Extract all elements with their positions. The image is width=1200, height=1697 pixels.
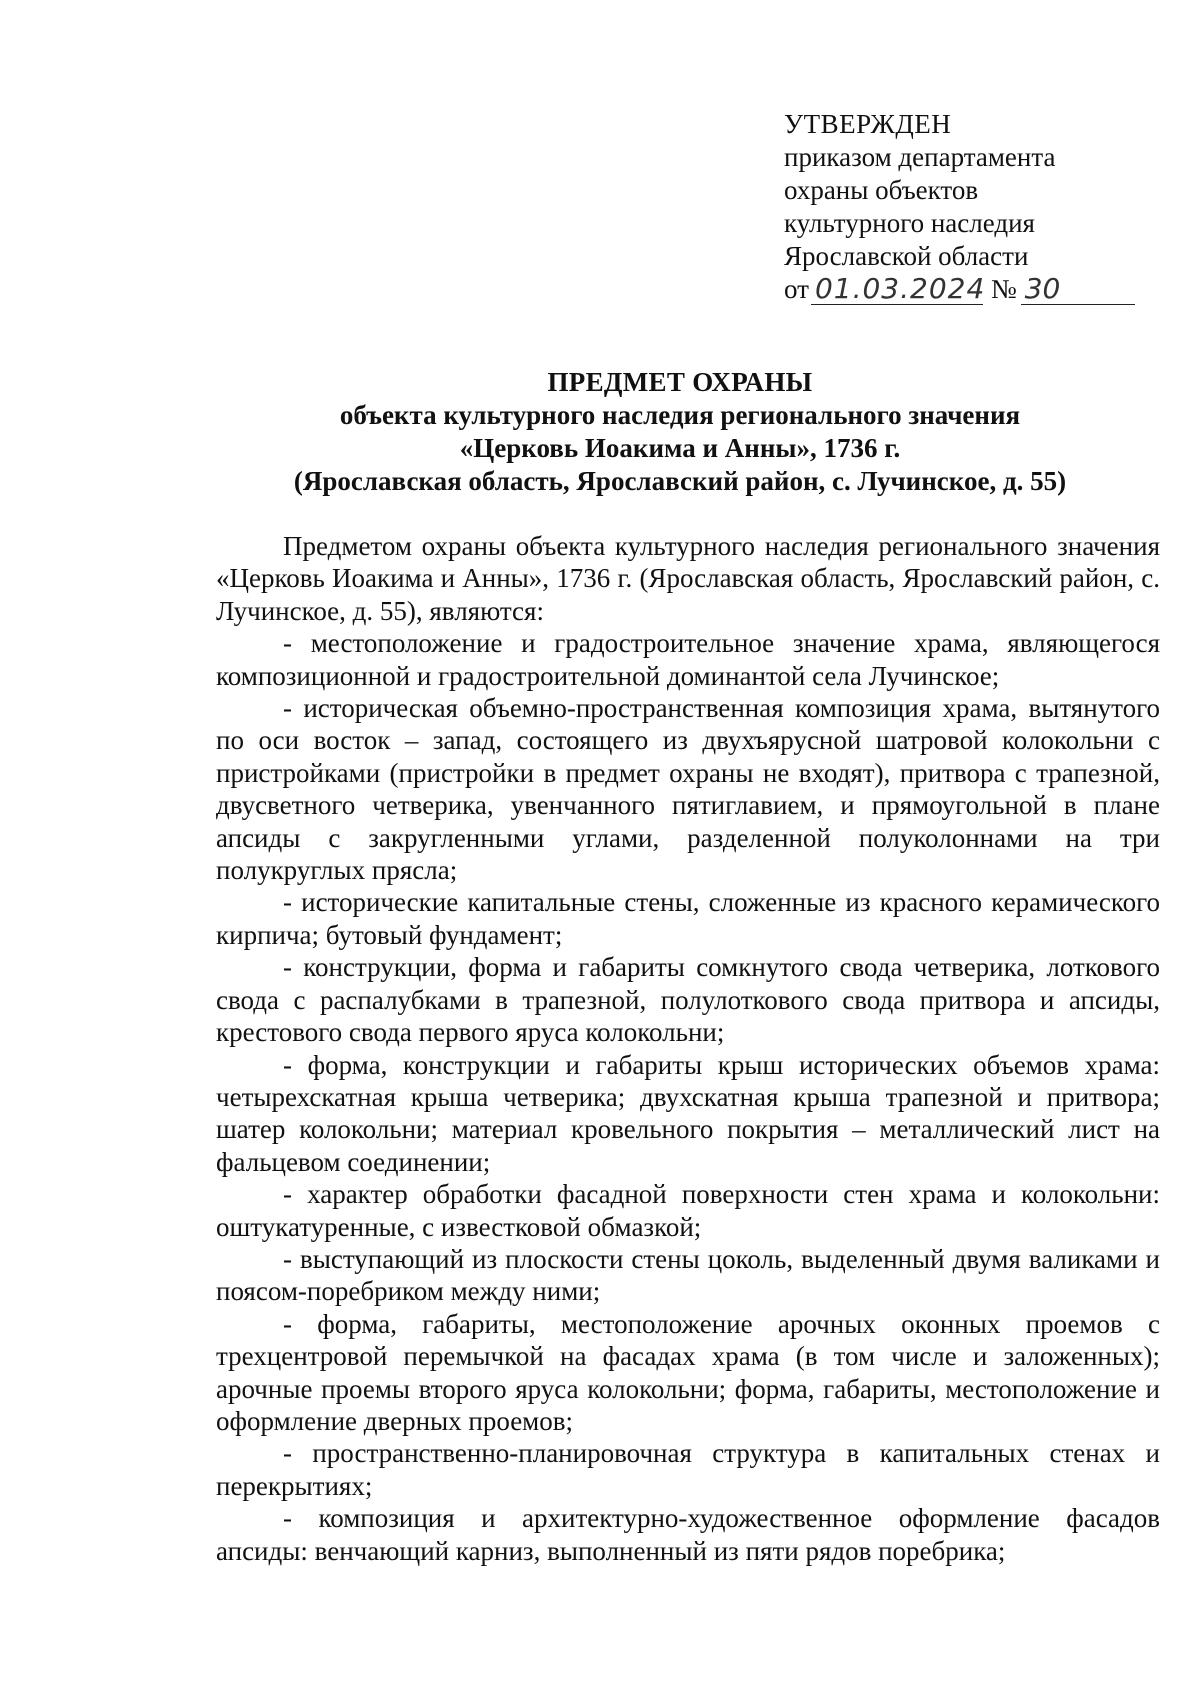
approval-line: приказом департамента bbox=[784, 142, 1056, 172]
list-item: - форма, габариты, местоположение арочных оконных проемов с трехцентровой перемычкой на фасадах храма (в том числе и заложенных); арочные проемы второго яруса колокольни; форма, габариты, местоположение и оформление дверных проемов; bbox=[216, 1308, 1160, 1436]
title-subline: (Ярославская область, Ярославский район, с. Лучинское, д. 55) bbox=[293, 466, 1067, 496]
list-item: - местоположение и градостроительное значение храма, являющегося композиционной и градостроительной доминантой села Лучинское; bbox=[216, 628, 1160, 691]
list-item: - характер обработки фасадной поверхности стен храма и колокольни: оштукатуренные, с известковой обмазкой; bbox=[216, 1179, 1160, 1242]
handwritten-order-number: 30 bbox=[1021, 274, 1135, 305]
list-item: - пространственно-планировочная структура в капитальных стенах и перекрытиях; bbox=[216, 1438, 1160, 1501]
number-sign: № bbox=[990, 274, 1017, 304]
title-subline: объекта культурного наследия регионального значения bbox=[339, 400, 1021, 430]
approval-block bbox=[784, 108, 1144, 306]
list-item: - историческая объемно-пространственная композиция храма, вытянутого по оси восток – запад, состоящего из двухъярусной шатровой колокольни с пристройками (пристройки в предмет охраны не входят), притвора с трапезной, двусветного четверика, увенчанного пятиглавием, и прямоугольной в плане апсиды с закругленными углами, разделенной полуколоннами на три полукруглых прясла; bbox=[216, 693, 1160, 886]
list-item: - выступающий из плоскости стены цоколь, выделенный двумя валиками и поясом-поребриком между ними; bbox=[216, 1243, 1160, 1307]
document-body bbox=[216, 530, 1160, 1567]
approval-date-line bbox=[784, 273, 1144, 306]
document-title bbox=[200, 366, 1160, 498]
handwritten-date: 01.03.2024 bbox=[811, 274, 983, 305]
title-main: ПРЕДМЕТ ОХРАНЫ bbox=[547, 367, 813, 397]
list-item: - композиция и архитектурно-художественное оформление фасадов апсиды: венчающий карниз, выполненный из пяти рядов поребрика; bbox=[216, 1503, 1160, 1566]
date-prefix: от bbox=[784, 274, 809, 304]
list-item: - форма, конструкции и габариты крыш исторических объемов храма: четырехскатная крыша четверика; двухскатная крыша трапезной и притвора; шатер колокольни; материал кровельного покрытия – металлический лист на фальцевом соединении; bbox=[216, 1049, 1160, 1177]
title-subline: «Церковь Иоакима и Анны», 1736 г. bbox=[459, 433, 901, 463]
list-item: - конструкции, форма и габариты сомкнутого свода четверика, лоткового свода с распалубками в трапезной, полулоткового свода притвора и апсиды, крестового свода первого яруса колокольни; bbox=[216, 952, 1160, 1048]
approval-line: охраны объектов bbox=[784, 175, 979, 205]
list-item: - исторические капитальные стены, сложенные из красного керамического кирпича; бутовый фундамент; bbox=[216, 887, 1160, 950]
approval-line: культурного наследия bbox=[784, 208, 1035, 238]
intro-paragraph: Предметом охраны объекта культурного наследия регионального значения «Церковь Иоакима и Анны», 1736 г. (Ярославская область, Ярославский район, с. Лучинское, д. 55), являются: bbox=[216, 531, 1160, 626]
approval-line: Ярославской области bbox=[784, 241, 1029, 271]
approval-heading: УТВЕРЖДЕН bbox=[784, 109, 952, 139]
